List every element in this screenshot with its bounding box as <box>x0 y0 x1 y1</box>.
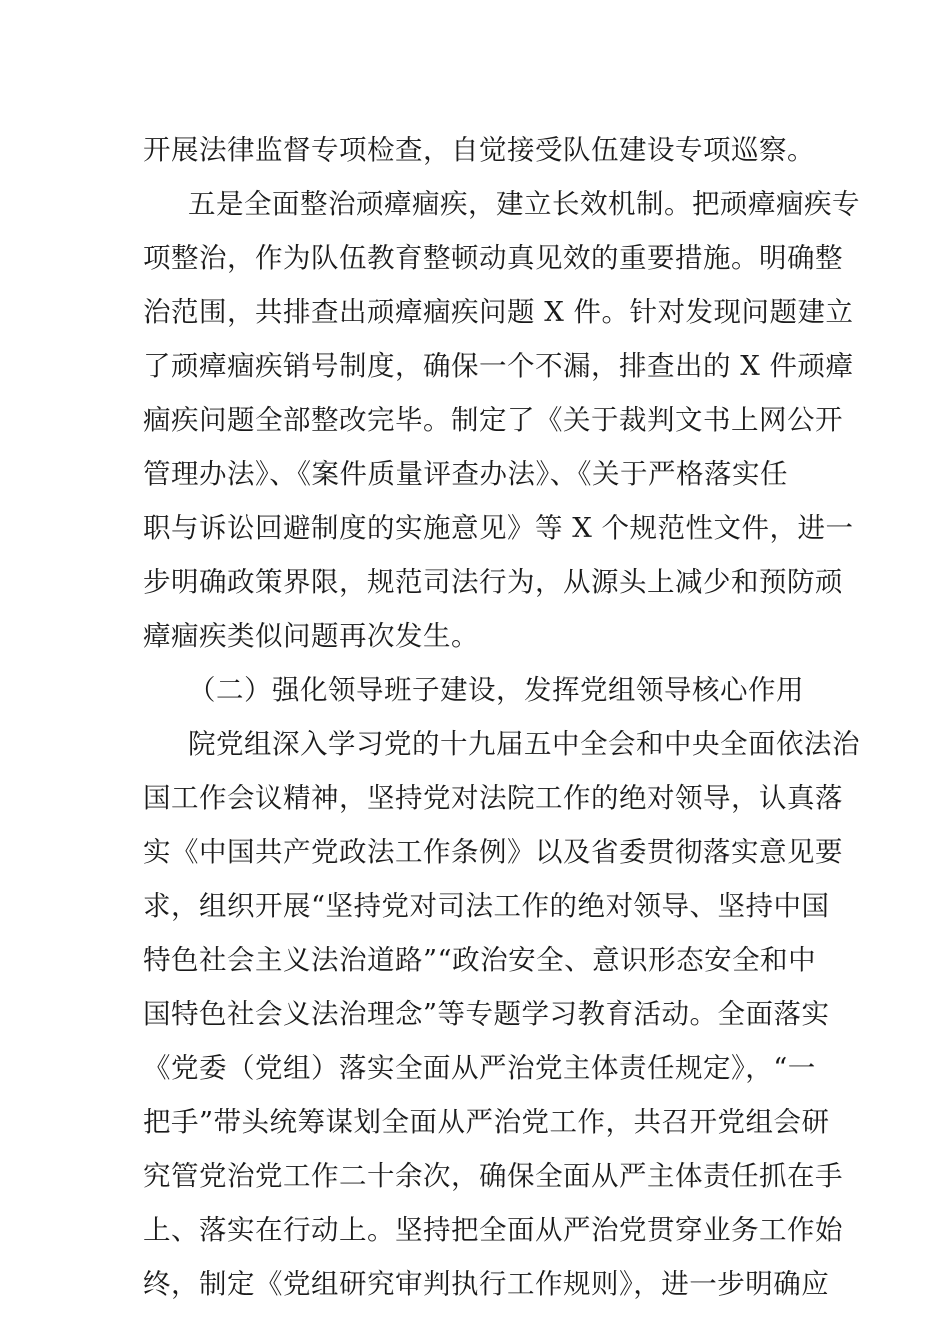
text-line-2: 五是全面整治顽瘴痼疾，建立长效机制。把顽瘴痼疾专 <box>188 188 860 220</box>
text-line-10: 瘴痼疾类似问题再次发生。 <box>143 620 479 652</box>
text-line-15: 求，组织开展“坚持党对司法工作的绝对领导、坚持中国 <box>143 890 830 922</box>
section-heading: （二）强化领导班子建设，发挥党组领导核心作用 <box>188 674 804 706</box>
text-line-7: 管理办法》、《案件质量评查办法》、《关于严格落实任 <box>143 458 788 490</box>
text-line-21: 上、落实在行动上。坚持把全面从严治党贯穿业务工作始 <box>143 1214 843 1246</box>
text-line-13: 国工作会议精神，坚持党对法院工作的绝对领导，认真落 <box>143 782 843 814</box>
text-line-3: 项整治，作为队伍教育整顿动真见效的重要措施。明确整 <box>143 242 843 274</box>
text-line-16: 特色社会主义法治道路”“政治安全、意识形态安全和中 <box>143 944 817 976</box>
text-line-22: 终，制定《党组研究审判执行工作规则》，进一步明确应 <box>143 1268 830 1300</box>
text-line-1: 开展法律监督专项检查，自觉接受队伍建设专项巡察。 <box>143 134 815 166</box>
text-line-12: 院党组深入学习党的十九届五中全会和中央全面依法治 <box>188 728 860 760</box>
text-line-14: 实《中国共产党政法工作条例》以及省委贯彻落实意见要 <box>143 836 843 868</box>
text-line-9: 步明确政策界限，规范司法行为，从源头上减少和预防顽 <box>143 566 843 598</box>
text-line-5: 了顽瘴痼疾销号制度，确保一个不漏，排查出的 X 件顽瘴 <box>143 350 854 382</box>
text-line-17: 国特色社会义法治理念”等专题学习教育活动。全面落实 <box>143 998 830 1030</box>
text-line-19: 把手”带头统筹谋划全面从严治党工作，共召开党组会研 <box>143 1106 830 1138</box>
text-line-6: 痼疾问题全部整改完毕。制定了《关于裁判文书上网公开 <box>143 404 843 436</box>
text-line-4: 治范围，共排查出顽瘴痼疾问题 X 件。针对发现问题建立 <box>143 296 854 328</box>
text-line-20: 究管党治党工作二十余次，确保全面从严主体责任抓在手 <box>143 1160 843 1192</box>
text-line-8: 职与诉讼回避制度的实施意见》等 X 个规范性文件，进一 <box>143 512 854 544</box>
text-line-18: 《党委（党组）落实全面从严治党主体责任规定》，“一 <box>143 1052 816 1084</box>
